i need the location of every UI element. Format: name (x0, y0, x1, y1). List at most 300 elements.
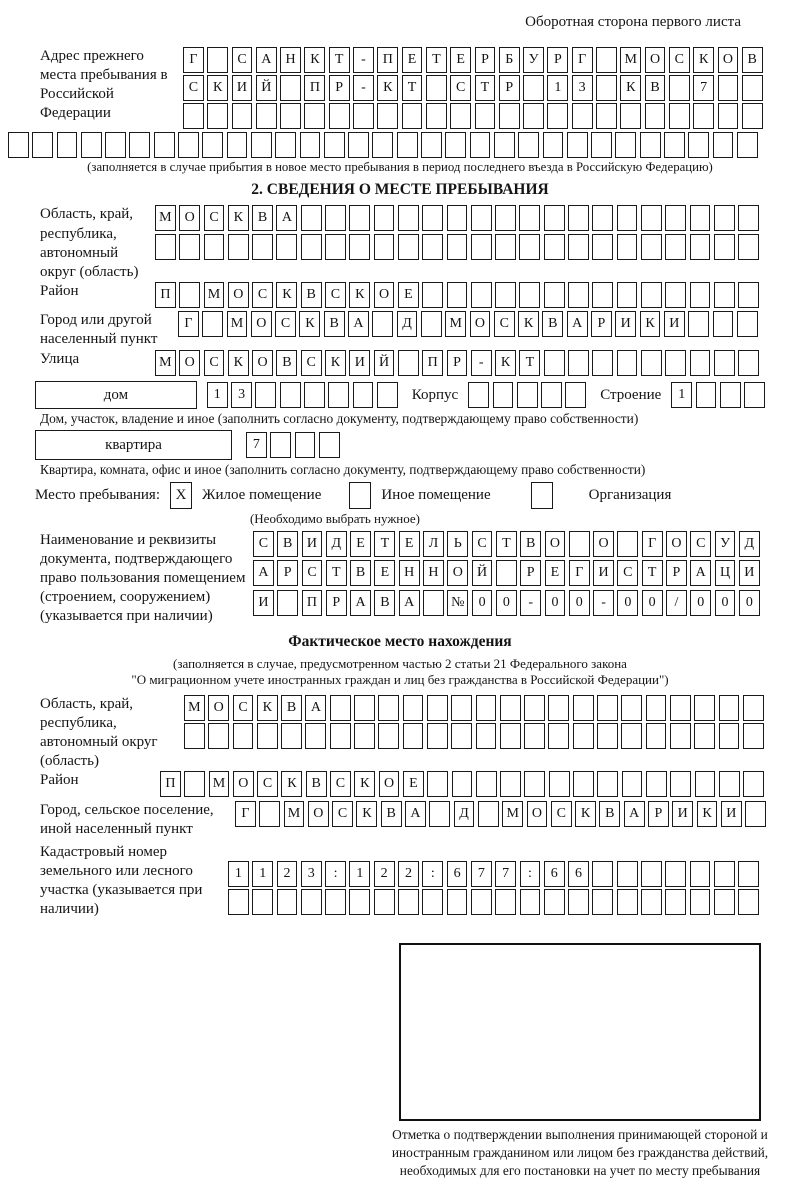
char-box[interactable] (690, 861, 711, 887)
char-box[interactable]: П (304, 75, 325, 101)
char-box[interactable] (228, 889, 249, 915)
char-box[interactable] (743, 771, 764, 797)
char-box[interactable] (569, 531, 590, 557)
char-box[interactable]: Й (374, 350, 395, 376)
char-box[interactable]: К (693, 47, 714, 73)
char-box[interactable] (617, 350, 638, 376)
char-box[interactable] (252, 889, 273, 915)
char-box[interactable]: С (690, 531, 711, 557)
char-box[interactable] (617, 234, 638, 260)
char-box[interactable]: В (645, 75, 666, 101)
char-box[interactable] (519, 234, 540, 260)
char-box[interactable] (349, 205, 370, 231)
char-box[interactable]: С (183, 75, 204, 101)
char-box[interactable]: К (349, 282, 370, 308)
char-box[interactable]: А (690, 560, 711, 586)
char-box[interactable]: В (277, 531, 298, 557)
char-box[interactable] (426, 103, 447, 129)
char-box[interactable] (640, 132, 661, 158)
char-box[interactable] (183, 103, 204, 129)
char-box[interactable] (544, 350, 565, 376)
char-box[interactable] (738, 282, 759, 308)
char-box[interactable]: : (520, 861, 541, 887)
char-box[interactable]: С (252, 282, 273, 308)
char-box[interactable] (280, 382, 301, 408)
char-box[interactable] (233, 723, 254, 749)
char-box[interactable] (617, 861, 638, 887)
char-box[interactable] (688, 132, 709, 158)
char-box[interactable] (422, 234, 443, 260)
char-box[interactable]: - (353, 47, 374, 73)
char-box[interactable]: Е (403, 771, 424, 797)
char-box[interactable] (693, 103, 714, 129)
char-box[interactable]: С (275, 311, 296, 337)
char-box[interactable] (451, 723, 472, 749)
char-box[interactable] (398, 350, 419, 376)
char-box[interactable]: Т (402, 75, 423, 101)
char-box[interactable] (500, 723, 521, 749)
char-box[interactable] (471, 282, 492, 308)
char-box[interactable]: О (251, 311, 272, 337)
char-box[interactable]: В (542, 311, 563, 337)
char-box[interactable]: И (721, 801, 742, 827)
char-box[interactable] (305, 723, 326, 749)
char-box[interactable] (471, 889, 492, 915)
char-box[interactable]: В (301, 282, 322, 308)
char-box[interactable]: 6 (447, 861, 468, 887)
char-box[interactable] (256, 103, 277, 129)
char-box[interactable] (325, 889, 346, 915)
char-box[interactable]: К (620, 75, 641, 101)
char-box[interactable]: А (350, 590, 371, 616)
char-box[interactable] (398, 205, 419, 231)
char-box[interactable] (280, 75, 301, 101)
char-box[interactable] (295, 432, 316, 458)
char-box[interactable]: 2 (398, 861, 419, 887)
char-box[interactable]: И (232, 75, 253, 101)
char-box[interactable] (592, 205, 613, 231)
char-box[interactable] (374, 889, 395, 915)
char-box[interactable]: К (518, 311, 539, 337)
char-box[interactable] (738, 861, 759, 887)
char-box[interactable]: С (301, 350, 322, 376)
char-box[interactable] (524, 771, 545, 797)
char-box[interactable]: 7 (693, 75, 714, 101)
char-box[interactable]: 2 (277, 861, 298, 887)
char-box[interactable]: Й (256, 75, 277, 101)
char-box[interactable] (378, 723, 399, 749)
char-box[interactable] (615, 132, 636, 158)
char-box[interactable] (372, 311, 393, 337)
char-box[interactable]: М (227, 311, 248, 337)
char-box[interactable] (714, 861, 735, 887)
char-box[interactable]: С (330, 771, 351, 797)
char-box[interactable] (617, 282, 638, 308)
char-box[interactable] (300, 132, 321, 158)
char-box[interactable]: 1 (207, 382, 228, 408)
char-box[interactable] (524, 723, 545, 749)
char-box[interactable]: И (615, 311, 636, 337)
char-box[interactable]: К (228, 350, 249, 376)
char-box[interactable]: Р (447, 350, 468, 376)
char-box[interactable]: В (374, 590, 395, 616)
char-box[interactable] (713, 311, 734, 337)
char-box[interactable] (354, 695, 375, 721)
char-box[interactable]: И (672, 801, 693, 827)
char-box[interactable]: С (494, 311, 515, 337)
char-box[interactable] (452, 771, 473, 797)
char-box[interactable] (714, 282, 735, 308)
char-box[interactable]: И (253, 590, 274, 616)
char-box[interactable] (617, 889, 638, 915)
char-box[interactable] (596, 103, 617, 129)
char-box[interactable] (496, 560, 517, 586)
char-box[interactable] (694, 695, 715, 721)
char-box[interactable]: Й (472, 560, 493, 586)
char-box[interactable] (544, 282, 565, 308)
char-box[interactable] (476, 723, 497, 749)
char-box[interactable] (468, 382, 489, 408)
char-box[interactable] (641, 889, 662, 915)
char-box[interactable]: С (233, 695, 254, 721)
char-box[interactable] (641, 861, 662, 887)
char-box[interactable] (374, 205, 395, 231)
char-box[interactable]: Д (454, 801, 475, 827)
char-box[interactable]: Р (666, 560, 687, 586)
char-box[interactable] (690, 234, 711, 260)
char-box[interactable] (547, 103, 568, 129)
char-box[interactable] (670, 723, 691, 749)
char-box[interactable]: Г (235, 801, 256, 827)
char-box[interactable] (519, 205, 540, 231)
char-box[interactable] (596, 47, 617, 73)
char-box[interactable] (57, 132, 78, 158)
char-box[interactable]: В (324, 311, 345, 337)
char-box[interactable]: 6 (544, 861, 565, 887)
char-box[interactable]: Л (423, 531, 444, 557)
char-box[interactable] (695, 771, 716, 797)
checkbox-organization[interactable] (531, 482, 553, 509)
char-box[interactable]: С (232, 47, 253, 73)
char-box[interactable] (523, 103, 544, 129)
char-box[interactable]: А (567, 311, 588, 337)
char-box[interactable] (421, 132, 442, 158)
char-box[interactable]: Е (350, 531, 371, 557)
char-box[interactable] (281, 723, 302, 749)
char-box[interactable] (597, 695, 618, 721)
char-box[interactable] (670, 771, 691, 797)
char-box[interactable]: Р (499, 75, 520, 101)
char-box[interactable]: К (325, 350, 346, 376)
char-box[interactable]: Т (426, 47, 447, 73)
char-box[interactable] (565, 382, 586, 408)
char-box[interactable]: О (208, 695, 229, 721)
char-box[interactable] (349, 889, 370, 915)
char-box[interactable] (257, 723, 278, 749)
char-box[interactable] (743, 723, 764, 749)
char-box[interactable] (718, 103, 739, 129)
char-box[interactable] (544, 234, 565, 260)
char-box[interactable] (471, 234, 492, 260)
char-box[interactable]: Р (277, 560, 298, 586)
char-box[interactable] (738, 889, 759, 915)
char-box[interactable]: Н (280, 47, 301, 73)
char-box[interactable] (718, 75, 739, 101)
char-box[interactable] (714, 350, 735, 376)
char-box[interactable] (427, 695, 448, 721)
char-box[interactable]: - (471, 350, 492, 376)
char-box[interactable]: 1 (547, 75, 568, 101)
char-box[interactable]: О (252, 350, 273, 376)
char-box[interactable]: Г (178, 311, 199, 337)
char-box[interactable] (720, 382, 741, 408)
char-box[interactable]: В (381, 801, 402, 827)
char-box[interactable] (499, 103, 520, 129)
char-box[interactable] (669, 103, 690, 129)
char-box[interactable] (207, 47, 228, 73)
char-box[interactable] (670, 695, 691, 721)
char-box[interactable]: - (353, 75, 374, 101)
char-box[interactable] (646, 771, 667, 797)
char-box[interactable] (714, 889, 735, 915)
char-box[interactable] (742, 103, 763, 129)
char-box[interactable] (154, 132, 175, 158)
char-box[interactable] (228, 234, 249, 260)
char-box[interactable]: О (228, 282, 249, 308)
char-box[interactable] (694, 723, 715, 749)
char-box[interactable]: О (179, 350, 200, 376)
char-box[interactable] (476, 771, 497, 797)
char-box[interactable] (719, 695, 740, 721)
char-box[interactable] (738, 205, 759, 231)
char-box[interactable]: Г (183, 47, 204, 73)
char-box[interactable] (423, 590, 444, 616)
char-box[interactable] (304, 382, 325, 408)
char-box[interactable]: К (356, 801, 377, 827)
char-box[interactable]: С (325, 282, 346, 308)
char-box[interactable] (573, 695, 594, 721)
char-box[interactable]: А (305, 695, 326, 721)
char-box[interactable] (568, 205, 589, 231)
char-box[interactable]: А (405, 801, 426, 827)
char-box[interactable]: Е (545, 560, 566, 586)
char-box[interactable]: О (447, 560, 468, 586)
char-box[interactable] (184, 723, 205, 749)
char-box[interactable] (544, 205, 565, 231)
char-box[interactable] (255, 382, 276, 408)
char-box[interactable] (251, 132, 272, 158)
char-box[interactable]: О (233, 771, 254, 797)
char-box[interactable] (665, 282, 686, 308)
char-box[interactable] (500, 695, 521, 721)
char-box[interactable]: Р (329, 75, 350, 101)
char-box[interactable]: Г (572, 47, 593, 73)
char-box[interactable]: Р (475, 47, 496, 73)
char-box[interactable]: 0 (569, 590, 590, 616)
char-box[interactable]: М (502, 801, 523, 827)
char-box[interactable] (495, 282, 516, 308)
char-box[interactable]: 7 (495, 861, 516, 887)
char-box[interactable]: И (302, 531, 323, 557)
char-box[interactable] (621, 723, 642, 749)
char-box[interactable]: 0 (715, 590, 736, 616)
char-box[interactable]: С (332, 801, 353, 827)
char-box[interactable] (646, 723, 667, 749)
char-box[interactable]: Т (374, 531, 395, 557)
char-box[interactable] (280, 103, 301, 129)
char-box[interactable] (202, 132, 223, 158)
char-box[interactable]: В (306, 771, 327, 797)
char-box[interactable]: 7 (471, 861, 492, 887)
house-type-box[interactable]: дом (35, 381, 197, 409)
char-box[interactable] (669, 75, 690, 101)
char-box[interactable]: К (377, 75, 398, 101)
char-box[interactable] (568, 234, 589, 260)
char-box[interactable] (328, 382, 349, 408)
char-box[interactable]: О (718, 47, 739, 73)
char-box[interactable] (688, 311, 709, 337)
char-box[interactable]: Д (326, 531, 347, 557)
char-box[interactable]: С (257, 771, 278, 797)
char-box[interactable]: 0 (617, 590, 638, 616)
char-box[interactable] (275, 132, 296, 158)
char-box[interactable] (665, 205, 686, 231)
char-box[interactable] (573, 771, 594, 797)
char-box[interactable]: Е (450, 47, 471, 73)
char-box[interactable]: С (617, 560, 638, 586)
char-box[interactable] (714, 205, 735, 231)
char-box[interactable]: Е (398, 282, 419, 308)
char-box[interactable] (429, 801, 450, 827)
char-box[interactable] (690, 350, 711, 376)
checkbox-residential[interactable]: X (170, 482, 192, 509)
char-box[interactable]: С (669, 47, 690, 73)
char-box[interactable] (301, 234, 322, 260)
char-box[interactable]: П (302, 590, 323, 616)
char-box[interactable] (398, 234, 419, 260)
char-box[interactable] (714, 234, 735, 260)
char-box[interactable]: Т (329, 47, 350, 73)
char-box[interactable] (719, 723, 740, 749)
char-box[interactable] (330, 723, 351, 749)
char-box[interactable] (451, 695, 472, 721)
char-box[interactable] (329, 103, 350, 129)
char-box[interactable] (592, 861, 613, 887)
char-box[interactable] (277, 889, 298, 915)
char-box[interactable]: Т (475, 75, 496, 101)
char-box[interactable] (354, 723, 375, 749)
char-box[interactable] (495, 889, 516, 915)
char-box[interactable] (129, 132, 150, 158)
char-box[interactable] (641, 282, 662, 308)
char-box[interactable] (421, 311, 442, 337)
char-box[interactable]: С (204, 205, 225, 231)
char-box[interactable] (377, 103, 398, 129)
char-box[interactable]: М (184, 695, 205, 721)
char-box[interactable] (524, 695, 545, 721)
char-box[interactable]: Е (374, 560, 395, 586)
char-box[interactable]: М (155, 350, 176, 376)
char-box[interactable] (252, 234, 273, 260)
char-box[interactable] (422, 889, 443, 915)
char-box[interactable] (549, 771, 570, 797)
char-box[interactable]: 3 (572, 75, 593, 101)
char-box[interactable] (276, 234, 297, 260)
char-box[interactable] (617, 205, 638, 231)
char-box[interactable] (690, 205, 711, 231)
char-box[interactable] (641, 234, 662, 260)
char-box[interactable] (743, 695, 764, 721)
char-box[interactable] (696, 382, 717, 408)
char-box[interactable] (179, 234, 200, 260)
char-box[interactable]: К (276, 282, 297, 308)
char-box[interactable]: - (520, 590, 541, 616)
char-box[interactable]: К (640, 311, 661, 337)
char-box[interactable] (422, 205, 443, 231)
char-box[interactable]: О (593, 531, 614, 557)
char-box[interactable] (495, 205, 516, 231)
char-box[interactable]: Г (569, 560, 590, 586)
apartment-type-box[interactable]: квартира (35, 430, 232, 460)
char-box[interactable] (548, 695, 569, 721)
char-box[interactable] (592, 889, 613, 915)
char-box[interactable]: Д (397, 311, 418, 337)
char-box[interactable]: 0 (690, 590, 711, 616)
char-box[interactable] (493, 382, 514, 408)
char-box[interactable]: А (348, 311, 369, 337)
char-box[interactable]: Ц (715, 560, 736, 586)
char-box[interactable] (447, 282, 468, 308)
char-box[interactable] (572, 103, 593, 129)
char-box[interactable] (518, 132, 539, 158)
char-box[interactable] (742, 75, 763, 101)
char-box[interactable] (523, 75, 544, 101)
char-box[interactable] (179, 282, 200, 308)
char-box[interactable] (597, 723, 618, 749)
char-box[interactable] (541, 382, 562, 408)
char-box[interactable] (445, 132, 466, 158)
char-box[interactable] (277, 590, 298, 616)
char-box[interactable] (353, 103, 374, 129)
char-box[interactable] (567, 132, 588, 158)
char-box[interactable] (617, 531, 638, 557)
char-box[interactable] (478, 801, 499, 827)
char-box[interactable]: 3 (301, 861, 322, 887)
char-box[interactable]: О (545, 531, 566, 557)
char-box[interactable] (622, 771, 643, 797)
char-box[interactable] (591, 132, 612, 158)
char-box[interactable]: 0 (545, 590, 566, 616)
char-box[interactable] (744, 382, 765, 408)
char-box[interactable]: 1 (349, 861, 370, 887)
char-box[interactable] (208, 723, 229, 749)
char-box[interactable] (325, 234, 346, 260)
char-box[interactable] (548, 723, 569, 749)
char-box[interactable] (568, 889, 589, 915)
char-box[interactable]: 0 (496, 590, 517, 616)
char-box[interactable] (665, 889, 686, 915)
char-box[interactable]: Д (739, 531, 760, 557)
char-box[interactable] (665, 350, 686, 376)
char-box[interactable] (520, 889, 541, 915)
char-box[interactable] (402, 103, 423, 129)
char-box[interactable] (494, 132, 515, 158)
char-box[interactable]: Т (642, 560, 663, 586)
char-box[interactable]: В (599, 801, 620, 827)
char-box[interactable]: О (666, 531, 687, 557)
char-box[interactable] (324, 132, 345, 158)
char-box[interactable]: К (257, 695, 278, 721)
